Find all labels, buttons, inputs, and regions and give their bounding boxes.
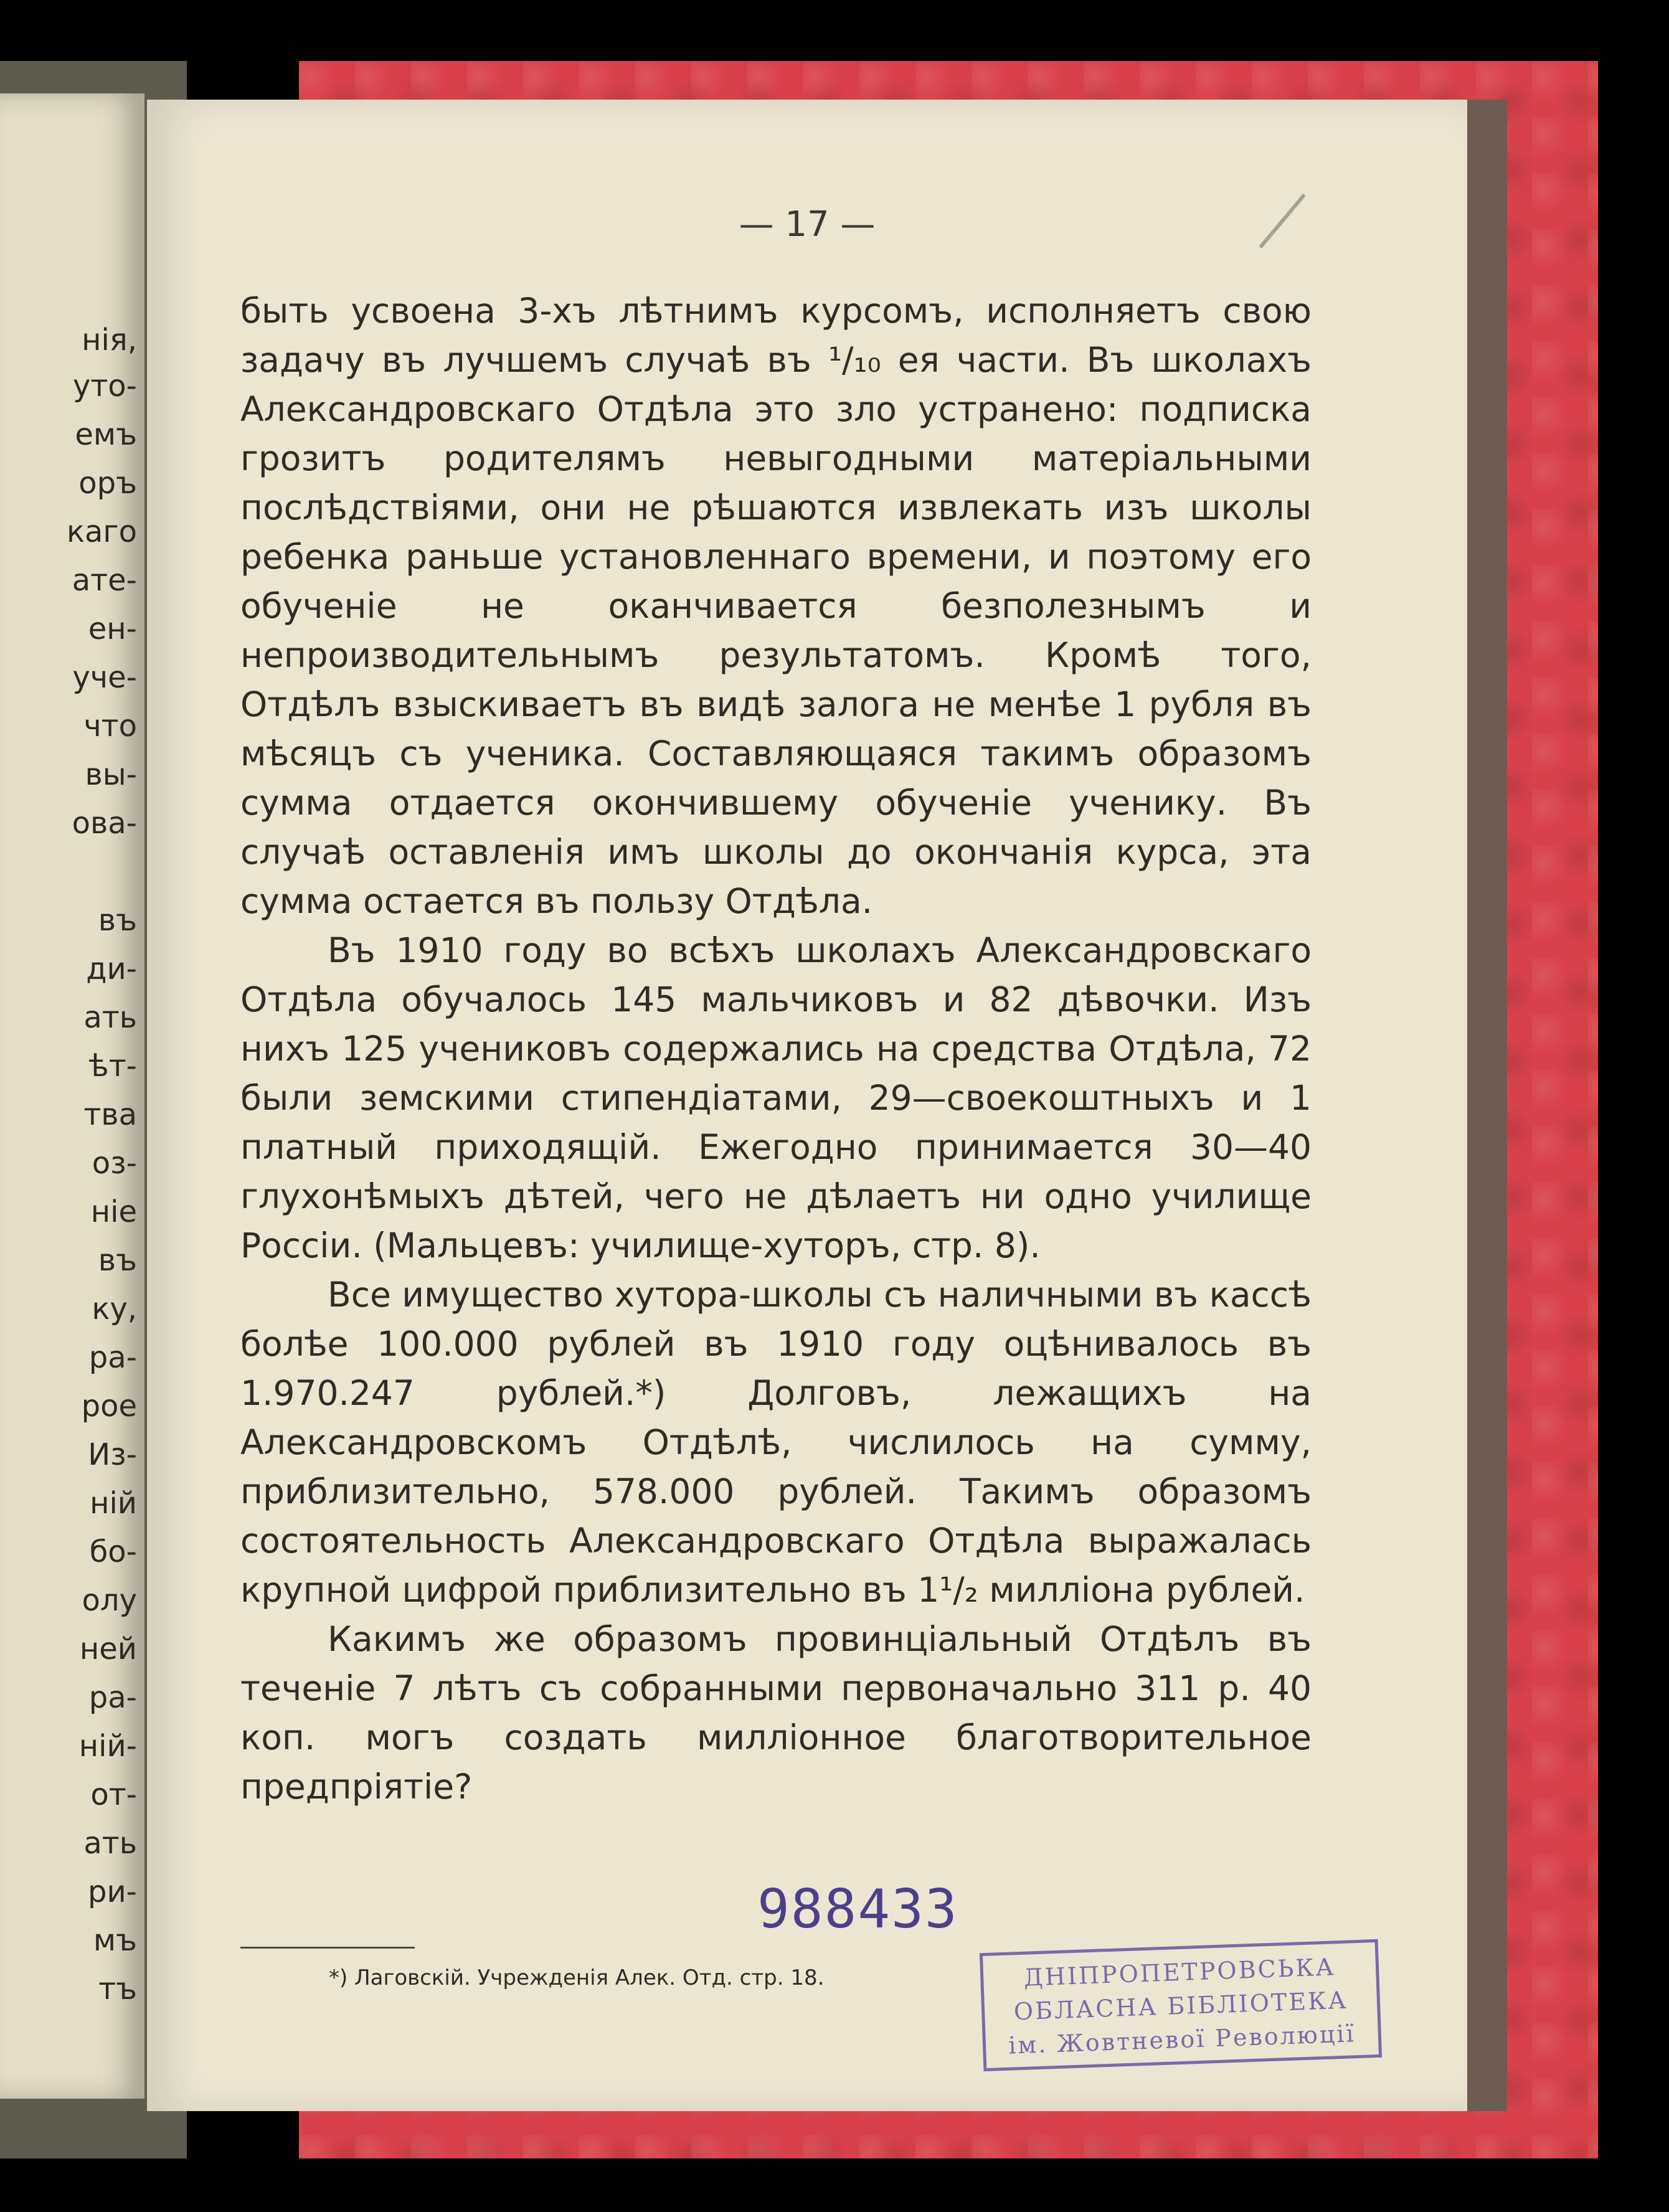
left-fragment: ен-: [88, 612, 137, 646]
footnote-rule: [240, 1947, 415, 1949]
left-fragment: ку,: [92, 1292, 137, 1326]
page-number: — 17 —: [739, 204, 876, 245]
left-fragment: мъ: [93, 1923, 137, 1958]
left-fragment: ова-: [72, 806, 137, 841]
left-fragment: от-: [90, 1777, 137, 1812]
left-fragment: ній-: [78, 1729, 137, 1764]
left-fragment: тъ: [98, 1972, 137, 2006]
left-fragment: бо-: [89, 1534, 137, 1569]
left-fragment: уче-: [72, 660, 137, 695]
left-fragment: въ: [98, 1243, 137, 1278]
left-page-edge: [0, 93, 144, 2099]
stamp-line: ОБЛАСНА БІБЛІОТЕКА: [1013, 1986, 1348, 2026]
left-fragment: каго: [67, 514, 137, 549]
book-page: [147, 100, 1467, 2111]
library-stamp: [980, 1939, 1382, 2071]
paragraph: быть усвоена 3-хъ лѣтнимъ курсомъ, исполняетъ свою задачу въ лучшемъ случаѣ въ ¹/₁₀ ея части. Въ школахъ Александровскаго Отдѣла это зло устранено: подписка грозитъ родителямъ невыгодными матеріальными послѣдствіями, они не рѣшаются извлекать изъ школы ребенка раньше установленнаго времени, и поэтому его обученіе не оканчивается безполезнымъ и непроизводительнымъ результатомъ. Кромѣ того, Отдѣлъ взыскиваетъ въ видѣ залога не менѣе 1 рубля въ мѣсяцъ съ ученика. Составляющаяся такимъ образомъ сумма отдается окончившему обученіе ученику. Въ случаѣ оставленія имъ школы до окончанія курса, эта сумма остается въ пользу Отдѣла.: [240, 291, 1312, 921]
left-fragment: Из-: [88, 1437, 137, 1472]
left-fragment: ать: [83, 1826, 137, 1861]
left-fragment: что: [83, 709, 137, 744]
left-fragment: ди-: [86, 952, 137, 986]
left-fragment: въ: [98, 903, 137, 938]
left-fragment: тва: [83, 1097, 137, 1132]
left-fragment: уто-: [72, 369, 137, 404]
left-fragment: оръ: [78, 466, 137, 501]
left-fragment: емъ: [75, 417, 137, 452]
left-fragment: рое: [81, 1389, 137, 1424]
left-fragment: ать: [83, 1000, 137, 1035]
accession-number: 988433: [757, 1878, 958, 1940]
left-fragment: олу: [82, 1583, 137, 1618]
left-fragment: ній: [90, 1486, 137, 1521]
body-text: [240, 286, 1312, 1812]
left-fragment: ра-: [88, 1340, 137, 1375]
left-fragment: оз-: [92, 1146, 137, 1181]
stamp-line: ДНІПРОПЕТРОВСЬКА: [1023, 1953, 1336, 1992]
footnote: *) Лаговскій. Учрежденія Алек. Отд. стр. 18.: [329, 1965, 825, 1990]
paragraph: Все имущество хутора-школы съ наличными въ кассѣ болѣе 100.000 рублей въ 1910 году оцѣнивалось въ 1.970.247 рублей.*) Долговъ, лежащихъ на Александровскомъ Отдѣлѣ, числилось на сумму, приблизительно, 578.000 рублей. Такимъ образомъ состоятельность Александровскаго Отдѣла выражалась крупной цифрой приблизительно въ 1¹/₂ милліона рублей.: [240, 1275, 1312, 1610]
left-fragment: ѣт-: [88, 1049, 137, 1084]
left-fragment: ате-: [72, 563, 137, 598]
left-fragment: вы-: [85, 757, 137, 792]
left-fragment: ри-: [88, 1874, 137, 1909]
paragraph: Какимъ же образомъ провинціальный Отдѣлъ въ теченіе 7 лѣтъ съ собранными первоначально 311 р. 40 коп. могъ создать милліонное благотворительное предпріятіе?: [240, 1619, 1312, 1807]
paragraph: Въ 1910 году во всѣхъ школахъ Александровскаго Отдѣла обучалось 145 мальчиковъ и 82 дѣвочки. Изъ нихъ 125 учениковъ содержались на средства Отдѣла, 72 были земскими стипендіатами, 29—своекоштныхъ и 1 платный приходящій. Ежегодно принимается 30—40 глухонѣмыхъ дѣтей, чего не дѣлаетъ ни одно училище Россіи. (Мальцевъ: училище-хуторъ, стр. 8).: [240, 930, 1312, 1265]
left-fragment: нія,: [82, 323, 137, 357]
stamp-line: ім. Жовтневої Революції: [1008, 2020, 1356, 2059]
left-fragment: ніе: [90, 1194, 137, 1229]
left-fragment: ра-: [88, 1680, 137, 1715]
left-fragment: ней: [79, 1632, 137, 1666]
